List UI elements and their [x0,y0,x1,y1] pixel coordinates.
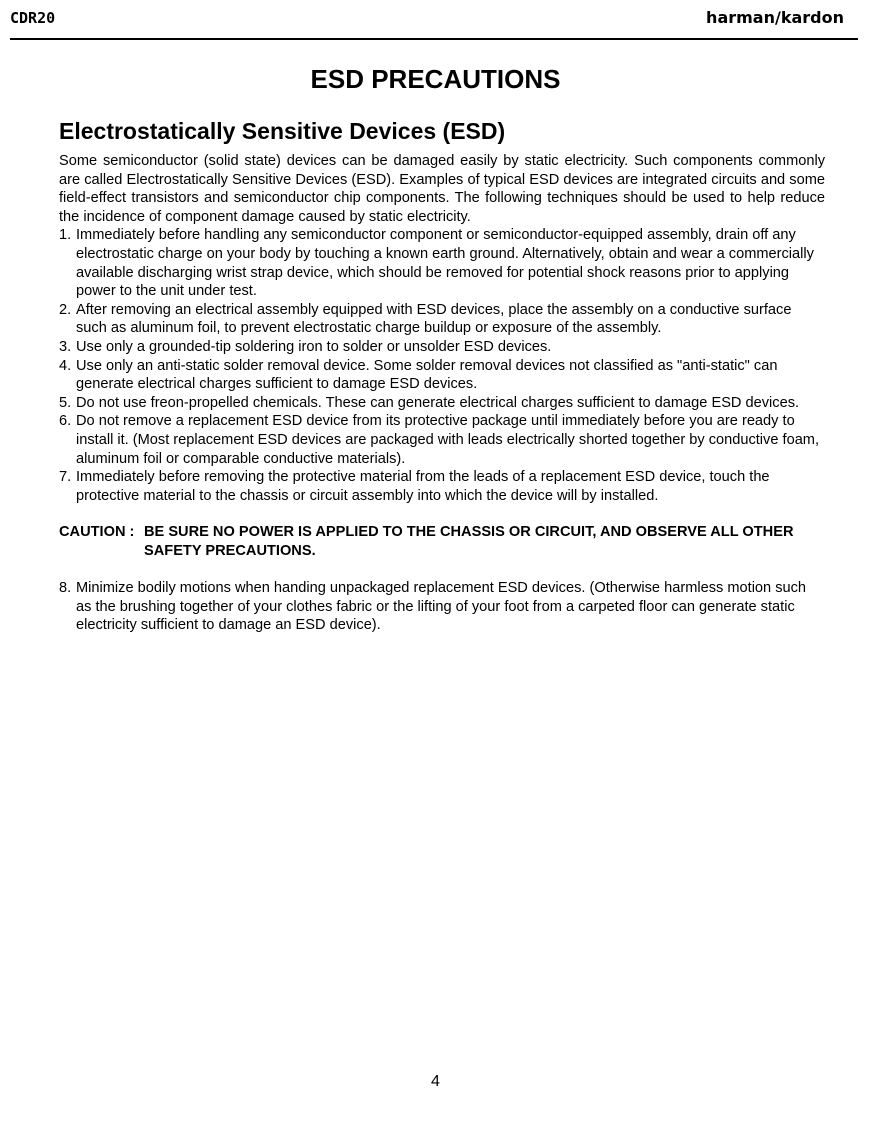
list-item-number: 3. [59,338,72,355]
page-title: ESD PRECAUTIONS [310,64,561,94]
list-item [59,579,825,635]
list-item-number: 7. [59,469,72,486]
document-body [59,152,825,635]
list-item [59,412,825,468]
caution-notice [59,523,825,561]
list-item-number: 2. [59,301,72,318]
list-item-number: 6. [59,413,72,430]
list-item [59,338,825,357]
list-item [59,357,825,394]
precautions-list-continued [59,579,825,635]
section-heading: Electrostatically Sensitive Devices (ESD) [59,118,506,144]
list-item [59,226,825,300]
list-item [59,301,825,338]
list-item-text: After removing an electrical assembly equipped with ESD devices, place the assembly on a conductive surface such as aluminum foil, to prevent electrostatic charge buildup or exposure of the assembly. [76,301,792,337]
intro-paragraph: Some semiconductor (solid state) devices can be damaged easily by static electricity. Such components commonly are called Electrostatically Sensitive Devices (ESD). Examples of typical ESD devices are integrated circuits and some field-effect transistors and semiconductor chip components. The following techniques should be used to help reduce the incidence of component damage caused by static electricity. [59,153,825,225]
caution-label: CAUTION : [59,524,135,541]
list-item-text: Do not remove a replacement ESD device from its protective package until immediately before you are ready to install it. (Most replacement ESD devices are packaged with leads electrically shorted together by conductive foam, aluminum foil or comparable conductive materials). [76,413,820,467]
list-item-number: 1. [59,227,72,244]
list-item-number: 4. [59,357,72,374]
list-item-text: Minimize bodily motions when handing unpackaged replacement ESD devices. (Otherwise harmless motion such as the brushing together of your clothes fabric or the lifting of your foot from a carpeted floor can generate static electricity sufficient to damage an ESD device). [76,580,807,634]
header-model: CDR20 [10,9,56,27]
list-item [59,394,825,413]
list-item-text: Immediately before handling any semiconductor component or semiconductor-equipped assembly, drain off any electrostatic charge on your body by touching a known earth ground. Alternatively, obtain and wear a commercially available discharging wrist strap device, which should be removed for potential shock reasons prior to applying power to the unit under test. [76,227,814,300]
list-item-number: 8. [59,580,72,597]
precautions-list [59,226,825,505]
list-item-text: Immediately before removing the protective material from the leads of a replacement ESD device, touch the protective material to the chassis or circuit assembly into which the device will by installed. [76,469,770,504]
list-item-number: 5. [59,394,72,411]
list-item-text: Do not use freon-propelled chemicals. These can generate electrical charges sufficient to damage ESD devices. [76,394,800,411]
caution-text: BE SURE NO POWER IS APPLIED TO THE CHASSIS OR CIRCUIT, AND OBSERVE ALL OTHER SAFETY PRECAUTIONS. [144,524,794,560]
header-brand-logo: harman/kardon [706,8,844,27]
list-item-text: Use only an anti-static solder removal device. Some solder removal devices not classified as "anti-static" can generate electrical charges sufficient to damage ESD devices. [76,357,778,393]
page-number: 4 [431,1073,440,1090]
list-item [59,468,825,505]
page-header [10,0,858,40]
list-item-text: Use only a grounded-tip soldering iron to solder or unsolder ESD devices. [76,338,552,355]
